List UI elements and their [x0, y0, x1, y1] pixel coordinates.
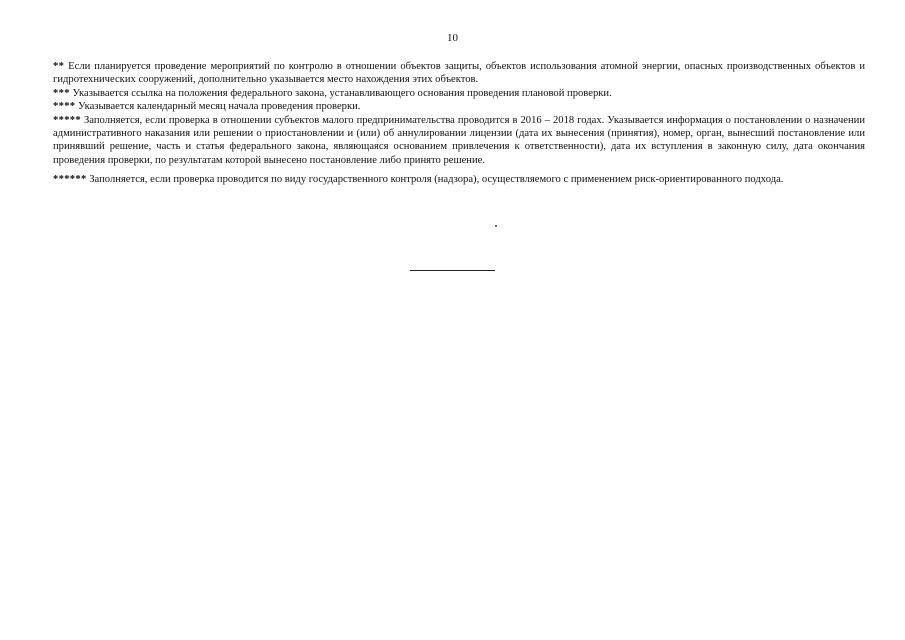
end-of-document-rule: [410, 270, 495, 271]
footnote-marker: ******: [53, 174, 87, 186]
footnote-text: Заполняется, если проверка проводится по виду государственного контроля (надзора), осуществляемого с применением риск-ориентированного подхода.: [89, 174, 784, 186]
footnote-text: Указывается ссылка на положения федерального закона, устанавливающего основания проведения плановой проверки.: [72, 87, 612, 99]
footnote-3: [53, 87, 865, 100]
footnote-2: [53, 60, 865, 87]
footnote-text: Если планируется проведение мероприятий по контролю в отношении объектов защиты, объектов использования атомной энергии, опасных производственных объектов и гидротехнических сооружений, дополнительно указывается место нахождения этих объектов.: [53, 61, 865, 86]
footnotes-section: [53, 60, 865, 187]
footnote-5: [53, 114, 865, 168]
footnote-text: Заполняется, если проверка в отношении субъектов малого предпринимательства проводится в 2016 – 2018 годах. Указывается информация о постановлении о назначении административного наказания или решении о приостановлении и (или) об аннулировании лицензии (дата их вынесения (принятия), номер, орган, вынесший постановление или принявший решение, часть и статья федерального закона, являющаяся основанием привлечения к ответственности), дата их вступления в законную силу, дата окончания проведения проверки, по результатам которой вынесено постановление либо принято решение.: [53, 114, 865, 166]
footnote-text: Указывается календарный месяц начала проведения проверки.: [78, 101, 361, 113]
footnote-marker: ****: [53, 101, 76, 113]
footnote-marker: ***: [53, 87, 70, 99]
footnote-marker: *****: [53, 114, 81, 126]
footnote-marker: **: [53, 61, 65, 72]
page-number: 10: [447, 32, 458, 44]
footnote-4: [53, 100, 865, 113]
footnote-6: [53, 173, 865, 186]
scan-speck: [495, 225, 497, 227]
